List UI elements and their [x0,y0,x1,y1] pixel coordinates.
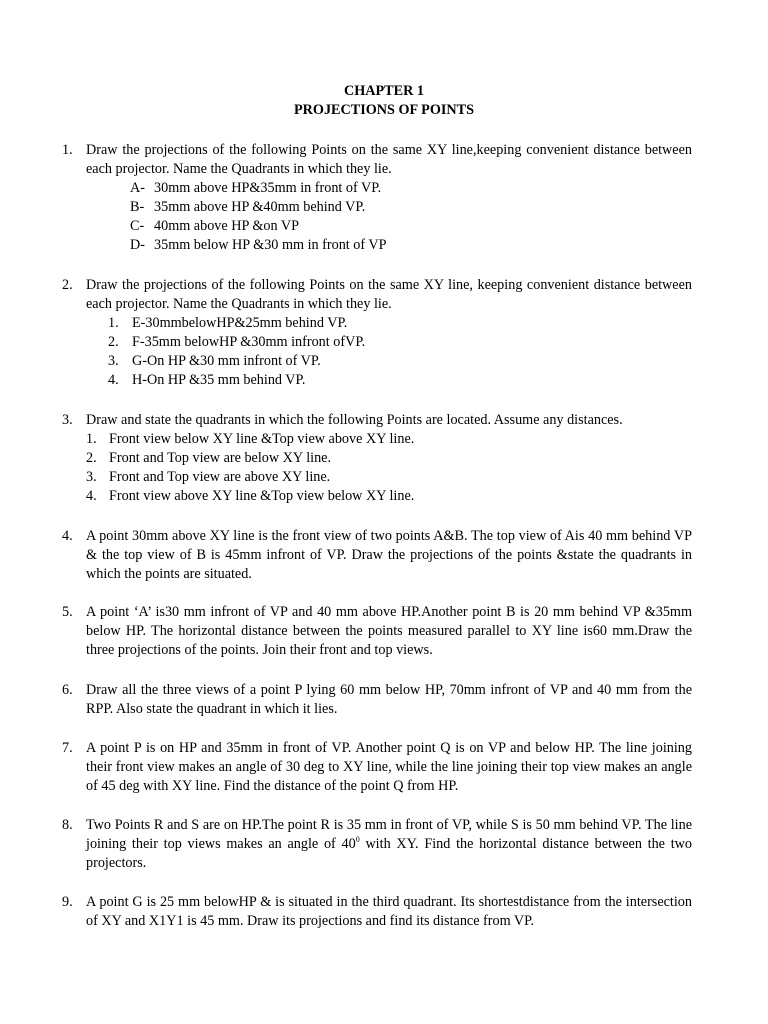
question-5 [62,603,692,660]
question-9 [62,893,692,931]
question-number: 8. [62,817,73,833]
list-item: 3. G-On HP &30 mm infront of VP. [108,353,321,369]
list-item: C- 40mm above HP &on VP [130,218,300,234]
question-number: 2. [62,277,73,293]
question-text: Draw and state the quadrants in which the following Points are located. Assume any distances. [86,412,623,428]
degree-superscript: 0 [355,835,360,844]
list-item: 4. Front view above XY line &Top view below XY line. [86,488,415,504]
question-3 [62,411,692,506]
question-number: 4. [62,528,73,544]
question-2 [62,276,692,390]
list-item: A- 30mm above HP&35mm in front of VP. [130,180,382,196]
question-text: Draw the projections of the following Points on the same XY line,keeping convenient distance between each projector. Name the Quadrants in which they lie. [86,142,692,177]
question-text: Two Points R and S are on HP.The point R is 35 mm in front of VP, while S is 50 mm behind VP. The line joining their top views makes an angle of $40^0$ with XY. Find the horizontal distance between the two projectors. [86,817,693,871]
list-item: 2. F-35mm belowHP &30mm infront ofVP. [108,334,366,350]
page-title: PROJECTIONS OF POINTS [294,102,474,118]
list-item: 1. E-30mmbelowHP&25mm behind VP. [108,315,348,331]
question-text: A point P is on HP and 35mm in front of VP. Another point Q is on VP and below HP. The line joining their front view makes an angle of 30 deg to XY line, while the line joining their top view makes an angle of 45 deg with XY line. Find the distance of the point Q from HP. [86,740,692,794]
question-number: 9. [62,894,73,910]
list-item: 2. Front and Top view are below XY line. [86,450,332,466]
question-7 [62,739,692,796]
list-item: B- 35mm above HP &40mm behind VP. [130,199,366,215]
chapter-heading: CHAPTER 1 [343,83,424,99]
question-text: A point ‘A’ is30 mm infront of VP and 40 mm above HP.Another point B is 20 mm behind VP &35mm below HP. The horizontal distance between the points measured parallel to XY line is60 mm.Draw the three projections of the points. Join their front and top views. [86,604,692,658]
sub-item-list [62,179,692,255]
question-1 [62,141,692,255]
question-text: A point 30mm above XY line is the front view of two points A&B. The top view of Ais 40 mm behind VP & the top view of B is 45mm infront of VP. Draw the projections of the points &state the quadrants in which the points are situated. [86,528,692,582]
question-6 [62,681,692,719]
sub-item-list [62,430,692,506]
question-number: 7. [62,740,73,756]
question-4 [62,527,692,584]
list-item: D- 35mm below HP &30 mm in front of VP [130,237,387,253]
question-number: 5. [62,604,73,620]
question-text: A point G is 25 mm belowHP & is situated in the third quadrant. Its shortestdistance from the intersection of XY and X1Y1 is 45 mm. Draw its projections and find its distance from VP. [86,894,692,929]
question-text: Draw all the three views of a point P lying 60 mm below HP, 70mm infront of VP and 40 mm from the RPP. Also state the quadrant in which it lies. [86,682,692,717]
question-number: 3. [62,412,73,428]
list-item: 4. H-On HP &35 mm behind VP. [108,372,306,388]
list-item: 3. Front and Top view are above XY line. [86,469,331,485]
question-8 [62,816,692,873]
list-item: 1. Front view below XY line &Top view above XY line. [86,431,415,447]
question-number: 6. [62,682,73,698]
sub-item-list [62,314,692,390]
question-number: 1. [62,142,73,158]
question-text: Draw the projections of the following Points on the same XY line, keeping convenient distance between each projector. Name the Quadrants in which they lie. [86,277,692,312]
